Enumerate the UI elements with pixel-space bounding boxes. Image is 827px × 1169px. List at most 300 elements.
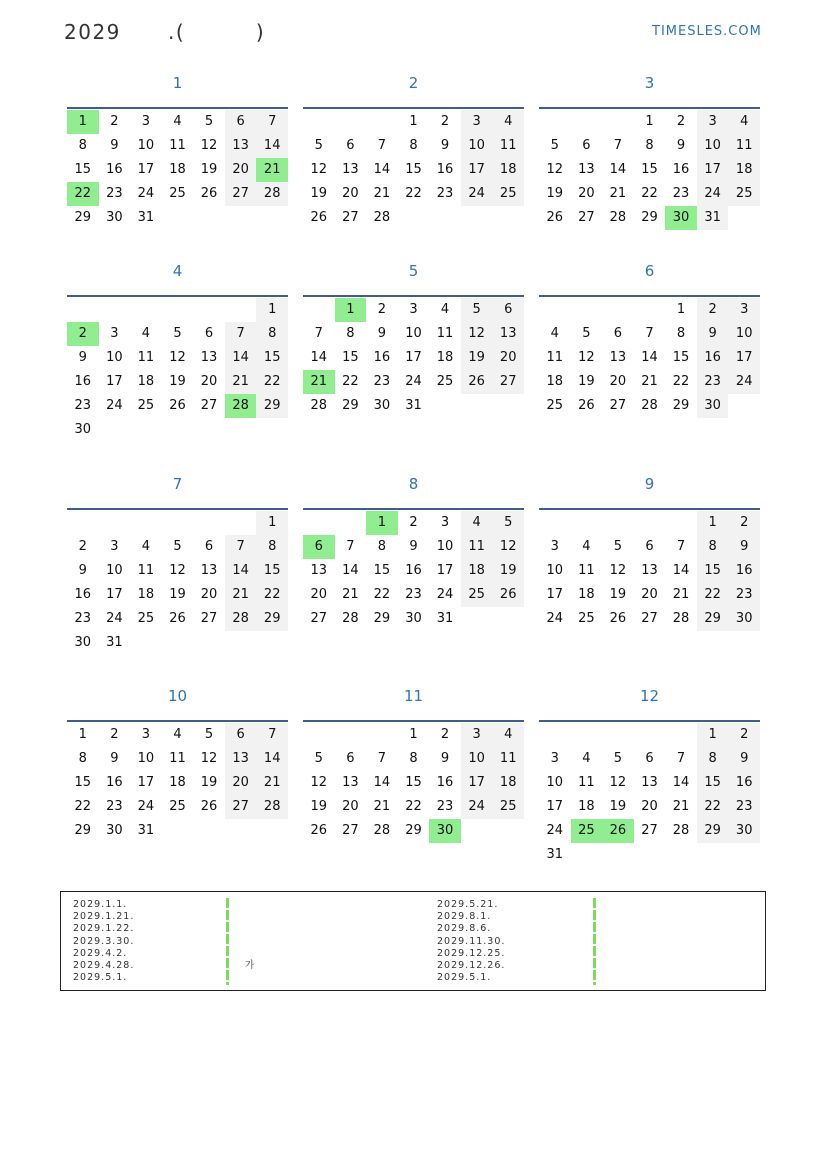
brand-logo-text[interactable]: TIMESLES.COM [652,24,762,39]
day-cell: 8 [256,535,288,559]
day-cell: 23 [436,186,454,201]
day-cell: 12 [169,563,186,578]
legend-holiday-name [245,936,254,948]
month-grid [303,720,524,843]
legend-date: 2029.4.28. [73,959,135,971]
day-cell: 6 [645,751,654,766]
day-cell: 20 [225,771,257,795]
day-cell: 27 [342,210,359,225]
month-grid [539,295,760,418]
day-cell: 2 [78,539,87,554]
day-cell: 26 [546,210,564,225]
day-cell: 9 [409,539,418,554]
holiday-day-cell: 25 [571,819,603,843]
day-cell: 4 [173,114,182,129]
holiday-day-cell: 30 [665,206,697,230]
month-grid [67,295,288,442]
day-cell: 15 [256,559,288,583]
day-cell: 27 [342,823,359,838]
day-cell: 28 [373,210,391,225]
day-cell: 24 [436,587,454,602]
day-cell: 4 [141,326,151,341]
day-cell: 9 [728,747,760,771]
day-cell: 13 [342,775,359,790]
day-cell: 29 [697,607,729,631]
day-cell: 13 [641,775,658,790]
day-cell: 10 [137,751,155,766]
month-grid [67,508,288,655]
day-cell: 25 [137,611,155,626]
legend-date: 2029.5.1. [73,972,128,984]
day-cell: 2 [697,298,729,322]
day-cell: 10 [546,563,564,578]
day-cell: 18 [137,587,155,602]
day-cell: 14 [672,775,690,790]
day-cell: 3 [697,110,729,134]
day-cell: 12 [546,162,564,177]
day-cell: 14 [256,134,288,158]
day-cell: 1 [645,114,654,129]
page-title: 2029 .( ) [64,20,266,44]
legend-date: 2029.11.30. [437,935,506,947]
day-cell: 10 [697,134,729,158]
day-cell: 16 [728,771,760,795]
day-cell: 20 [492,346,524,370]
day-cell: 16 [436,775,454,790]
day-cell: 23 [436,799,454,814]
day-cell: 5 [582,326,591,341]
day-cell: 4 [461,511,493,535]
legend-date: 2029.8.6. [437,923,492,935]
day-cell: 15 [373,563,391,578]
month-grid [67,107,288,230]
day-cell: 26 [200,186,218,201]
day-cell: 11 [492,134,524,158]
day-cell: 27 [641,611,658,626]
day-cell: 6 [225,723,257,747]
day-cell: 11 [728,134,760,158]
day-cell: 5 [613,539,623,554]
day-cell: 28 [373,823,391,838]
day-cell: 24 [137,186,155,201]
day-cell: 11 [137,563,155,578]
day-cell: 18 [461,559,493,583]
day-cell: 3 [550,751,559,766]
day-cell: 4 [550,326,559,341]
legend-holiday-name [245,899,254,911]
day-cell: 27 [225,795,257,819]
day-cell: 23 [106,186,123,201]
day-cell: 5 [173,326,182,341]
holiday-day-cell: 30 [429,819,461,843]
day-cell: 7 [613,138,623,153]
day-cell: 10 [546,775,564,790]
day-cell: 3 [550,539,559,554]
day-cell: 4 [582,751,591,766]
day-cell: 25 [728,182,760,206]
day-cell: 24 [106,611,123,626]
day-cell: 14 [373,775,391,790]
day-cell: 24 [405,374,422,389]
day-cell: 3 [461,723,493,747]
day-cell: 25 [461,583,493,607]
day-cell: 5 [461,298,493,322]
day-cell: 2 [110,727,119,742]
day-cell: 23 [728,583,760,607]
day-cell: 20 [342,799,359,814]
day-cell: 2 [409,515,418,530]
day-cell: 26 [609,611,627,626]
day-cell: 6 [204,539,214,554]
holiday-day-cell: 28 [225,394,257,418]
legend-date: 2029.1.21. [73,911,135,923]
day-cell: 3 [409,302,418,317]
day-cell: 21 [225,583,257,607]
day-cell: 31 [137,210,155,225]
day-cell: 28 [225,607,257,631]
day-cell: 19 [200,162,218,177]
day-cell: 4 [492,110,524,134]
day-cell: 19 [609,587,627,602]
day-cell: 3 [110,539,119,554]
day-cell: 12 [461,322,493,346]
day-cell: 17 [405,350,422,365]
day-cell: 7 [377,751,387,766]
day-cell: 21 [609,186,627,201]
month-title: 8 [408,475,419,493]
day-cell: 24 [697,182,729,206]
day-cell: 31 [697,206,729,230]
day-cell: 28 [256,795,288,819]
day-cell: 17 [137,775,155,790]
day-cell: 17 [546,799,564,814]
day-cell: 3 [141,727,151,742]
day-cell: 10 [728,322,760,346]
day-cell: 13 [641,563,658,578]
day-cell: 30 [74,422,92,437]
day-cell: 14 [373,162,391,177]
day-cell: 5 [613,751,623,766]
day-cell: 25 [546,398,564,413]
day-cell: 26 [169,611,186,626]
day-cell: 19 [310,799,328,814]
day-cell: 13 [225,134,257,158]
day-cell: 14 [609,162,627,177]
day-cell: 16 [373,350,391,365]
day-cell: 9 [377,326,387,341]
holiday-day-cell: 21 [303,370,335,394]
legend-holiday-name [245,972,254,984]
holiday-day-cell: 21 [256,158,288,182]
day-cell: 31 [106,635,123,650]
day-cell: 25 [169,186,186,201]
day-cell: 19 [200,775,218,790]
day-cell: 20 [225,158,257,182]
day-cell: 19 [578,374,595,389]
day-cell: 22 [405,799,422,814]
day-cell: 21 [373,799,391,814]
day-cell: 1 [697,723,729,747]
day-cell: 15 [405,162,422,177]
day-cell: 28 [641,398,658,413]
day-cell: 7 [225,322,257,346]
day-cell: 15 [74,162,92,177]
day-cell: 11 [578,775,595,790]
day-cell: 27 [200,611,218,626]
month-grid [303,295,524,418]
day-cell: 13 [225,747,257,771]
legend-left-dates [73,899,134,984]
day-cell: 18 [169,775,186,790]
day-cell: 3 [110,326,119,341]
legend-date: 2029.12.25. [437,947,506,959]
day-cell: 6 [613,326,623,341]
day-cell: 17 [546,587,564,602]
day-cell: 21 [672,587,690,602]
day-cell: 15 [697,771,729,795]
day-cell: 27 [492,370,524,394]
day-cell: 15 [342,350,359,365]
day-cell: 24 [728,370,760,394]
day-cell: 14 [641,350,658,365]
legend-date: 2029.12.26. [437,959,506,971]
month-grid [539,508,760,631]
day-cell: 28 [342,611,359,626]
day-cell: 9 [440,751,450,766]
day-cell: 27 [609,398,627,413]
day-cell: 31 [436,611,454,626]
day-cell: 13 [200,350,218,365]
day-cell: 13 [310,563,328,578]
day-cell: 18 [492,158,524,182]
day-cell: 7 [346,539,355,554]
day-cell: 25 [169,799,186,814]
legend-holiday-name [245,923,254,935]
day-cell: 17 [106,374,123,389]
day-cell: 8 [697,747,729,771]
day-cell: 23 [728,795,760,819]
day-cell: 1 [697,511,729,535]
day-cell: 10 [461,747,493,771]
month-grid [303,508,524,631]
day-cell: 21 [225,370,257,394]
day-cell: 30 [728,607,760,631]
day-cell: 6 [346,138,355,153]
day-cell: 8 [676,326,686,341]
day-cell: 17 [697,158,729,182]
month-grid [67,720,288,843]
legend-date: 2029.5.1. [437,972,492,984]
day-cell: 25 [492,182,524,206]
day-cell: 14 [310,350,328,365]
day-cell: 27 [641,823,658,838]
day-cell: 17 [436,563,454,578]
day-cell: 13 [609,350,627,365]
day-cell: 10 [461,134,493,158]
day-cell: 18 [578,587,595,602]
holiday-day-cell: 2 [67,322,99,346]
day-cell: 29 [74,210,92,225]
day-cell: 8 [697,535,729,559]
day-cell: 21 [672,799,690,814]
day-cell: 17 [728,346,760,370]
day-cell: 22 [373,587,391,602]
day-cell: 26 [461,370,493,394]
day-cell: 27 [225,182,257,206]
day-cell: 20 [200,374,218,389]
day-cell: 22 [405,186,422,201]
day-cell: 2 [440,727,450,742]
day-cell: 28 [609,210,627,225]
day-cell: 21 [641,374,658,389]
day-cell: 22 [74,799,92,814]
day-cell: 27 [200,398,218,413]
day-cell: 12 [492,535,524,559]
day-cell: 9 [78,350,87,365]
day-cell: 30 [106,210,123,225]
day-cell: 15 [405,775,422,790]
day-cell: 23 [672,186,690,201]
day-cell: 4 [440,302,450,317]
day-cell: 12 [310,775,328,790]
day-cell: 16 [74,587,92,602]
day-cell: 19 [461,346,493,370]
day-cell: 1 [409,727,418,742]
day-cell: 23 [373,374,391,389]
day-cell: 29 [641,210,658,225]
day-cell: 12 [578,350,595,365]
day-cell: 24 [106,398,123,413]
day-cell: 15 [256,346,288,370]
day-cell: 7 [377,138,387,153]
day-cell: 13 [342,162,359,177]
day-cell: 30 [74,635,92,650]
day-cell: 13 [492,322,524,346]
day-cell: 8 [645,138,654,153]
legend-date: 2029.3.30. [73,935,135,947]
day-cell: 5 [173,539,182,554]
day-cell: 11 [169,138,186,153]
legend-right-marker [593,898,596,985]
day-cell: 18 [578,799,595,814]
day-cell: 17 [106,587,123,602]
month-title: 6 [644,262,655,280]
legend-right-dates [437,899,505,984]
day-cell: 8 [409,138,418,153]
day-cell: 30 [697,394,729,418]
day-cell: 8 [346,326,355,341]
day-cell: 11 [436,326,454,341]
holiday-day-cell: 1 [366,511,398,535]
day-cell: 2 [676,114,686,129]
day-cell: 29 [342,398,359,413]
day-cell: 24 [461,795,493,819]
day-cell: 12 [609,563,627,578]
day-cell: 5 [314,751,323,766]
day-cell: 14 [225,559,257,583]
legend-date: 2029.1.1. [73,899,128,910]
day-cell: 18 [546,374,564,389]
legend-date: 2029.4.2. [73,947,128,959]
day-cell: 21 [373,186,391,201]
day-cell: 24 [546,823,564,838]
day-cell: 15 [641,162,658,177]
day-cell: 23 [405,587,422,602]
day-cell: 19 [492,559,524,583]
day-cell: 28 [256,182,288,206]
day-cell: 2 [728,511,760,535]
month-title: 1 [172,74,183,92]
day-cell: 20 [310,587,328,602]
day-cell: 9 [110,751,119,766]
day-cell: 2 [728,723,760,747]
month-title: 5 [408,262,419,280]
day-cell: 29 [405,823,422,838]
day-cell: 2 [440,114,450,129]
legend-holiday-name: 가 [245,959,255,971]
day-cell: 7 [676,539,686,554]
day-cell: 11 [461,535,493,559]
day-cell: 20 [200,587,218,602]
day-cell: 25 [492,795,524,819]
holiday-legend [60,891,766,991]
day-cell: 1 [676,302,686,317]
day-cell: 25 [436,374,454,389]
day-cell: 5 [314,138,323,153]
day-cell: 20 [578,186,595,201]
day-cell: 12 [169,350,186,365]
day-cell: 21 [342,587,359,602]
month-title: 7 [172,475,183,493]
month-grid [539,720,760,867]
day-cell: 11 [492,747,524,771]
day-cell: 7 [256,110,288,134]
holiday-day-cell: 22 [67,182,99,206]
day-cell: 16 [436,162,454,177]
day-cell: 4 [492,723,524,747]
day-cell: 25 [137,398,155,413]
day-cell: 25 [578,611,595,626]
day-cell: 5 [492,511,524,535]
day-cell: 28 [672,611,690,626]
day-cell: 3 [728,298,760,322]
day-cell: 8 [78,751,87,766]
day-cell: 5 [550,138,559,153]
month-title: 9 [644,475,655,493]
day-cell: 30 [106,823,123,838]
day-cell: 12 [200,138,218,153]
day-cell: 1 [256,298,288,322]
day-cell: 16 [74,374,92,389]
day-cell: 7 [645,326,654,341]
month-grid [539,107,760,230]
day-cell: 17 [137,162,155,177]
day-cell: 12 [609,775,627,790]
day-cell: 27 [310,611,328,626]
day-cell: 14 [256,747,288,771]
day-cell: 6 [204,326,214,341]
day-cell: 14 [342,563,359,578]
day-cell: 26 [492,583,524,607]
day-cell: 6 [346,751,355,766]
day-cell: 7 [256,723,288,747]
day-cell: 7 [314,326,323,341]
day-cell: 13 [200,563,218,578]
day-cell: 10 [137,138,155,153]
day-cell: 1 [409,114,418,129]
day-cell: 10 [405,326,422,341]
day-cell: 11 [578,563,595,578]
